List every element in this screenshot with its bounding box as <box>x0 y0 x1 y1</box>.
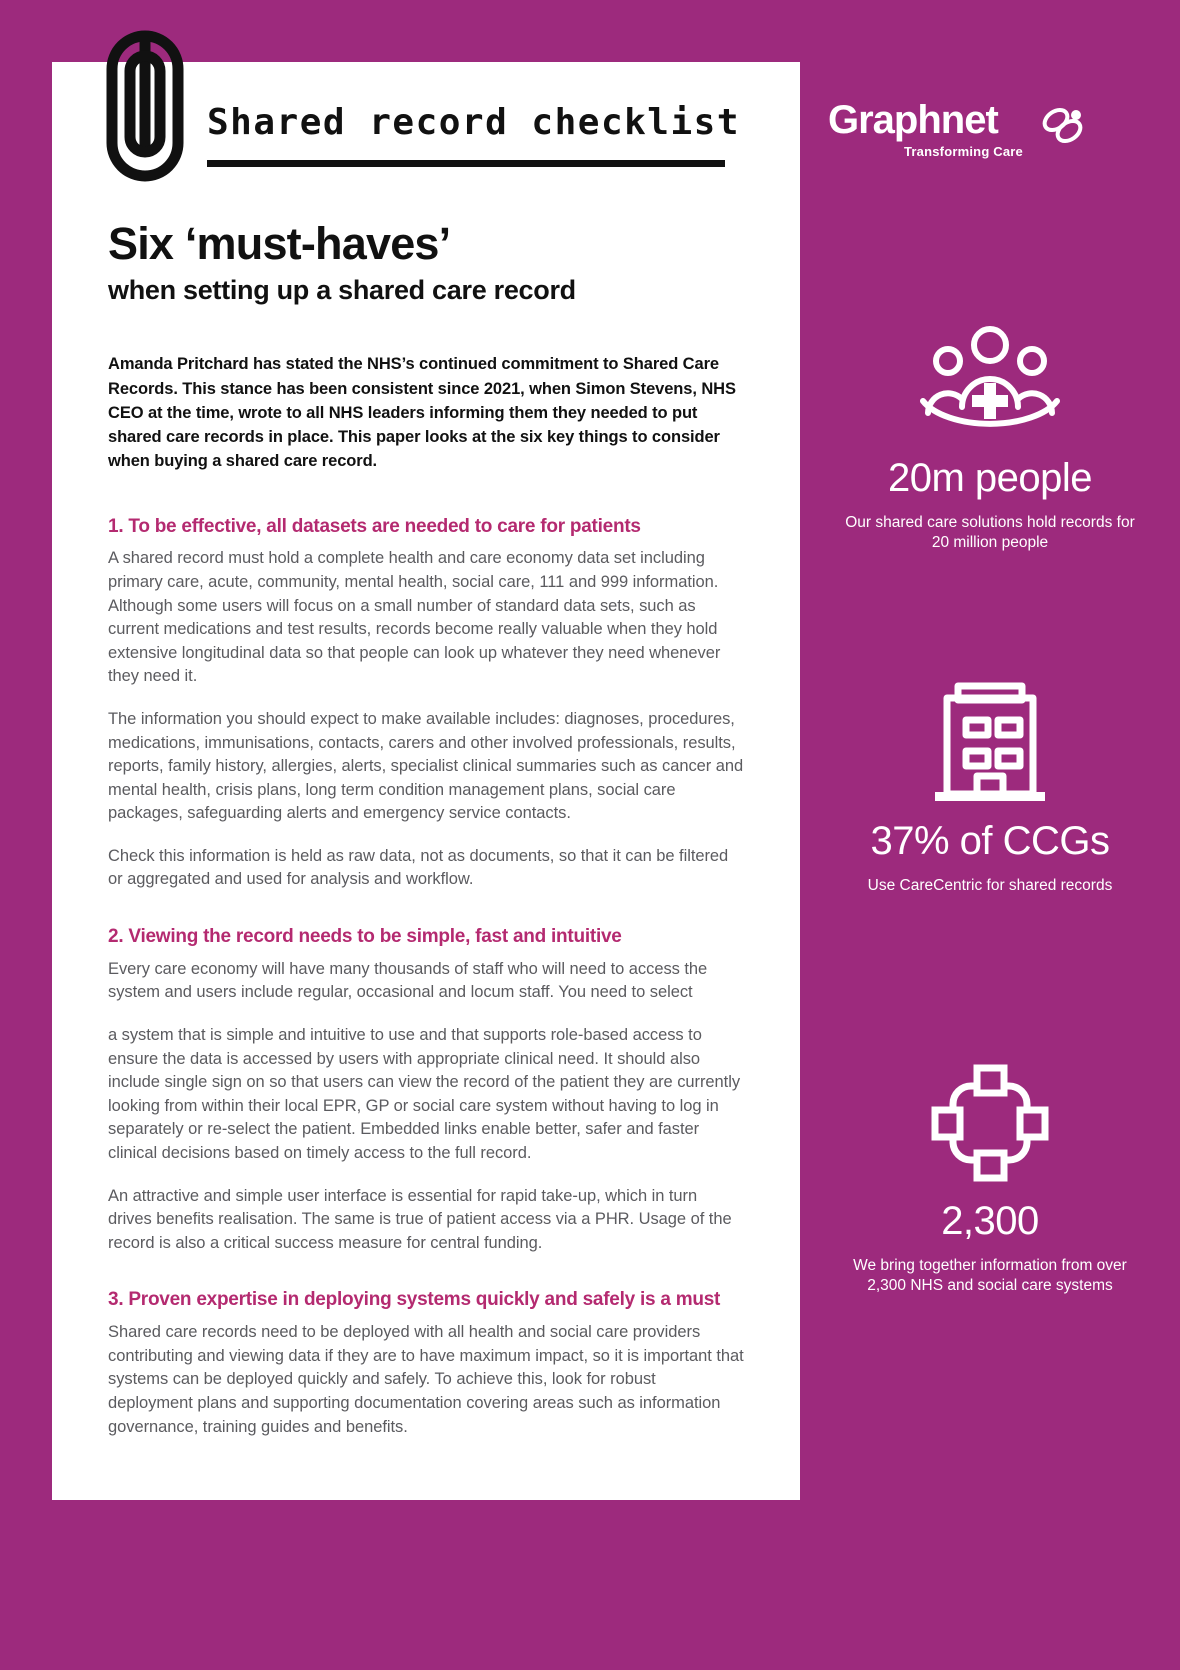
graphnet-logo <box>828 100 1098 172</box>
page-subtitle: when setting up a shared care record <box>108 275 576 306</box>
intro-paragraph: Amanda Pritchard has stated the NHS’s continued commitment to Shared Care Records. This stance has been consistent since 2021, when Simon Stevens, NHS CEO at the time, wrote to all NHS leaders informing them they needed to put shared care records in place. This paper looks at the six key things to consider when buying a shared care record. <box>108 355 736 471</box>
stat-block-2 <box>800 683 1180 896</box>
section-3-paragraph-1: Shared care records need to be deployed with all health and social care providers contributing and viewing data if they are to have maximum impact, so it is important that systems can be deployed quickly and safely. To achieve this, look for robust deployment plans and supporting documentation covering areas such as information governance, training guides and benefits. <box>108 1323 744 1436</box>
stat-caption-1: Our shared care solutions hold records for 20 million people <box>845 513 1135 552</box>
section-2-paragraph-1: Every care economy will have many thousands of staff who will need to access the system and users include regular, occasional and locum staff. You need to select <box>108 959 708 1002</box>
title-underline-rule <box>207 160 725 167</box>
section-2-paragraph-3: An attractive and simple user interface is essential for rapid take-up, which in turn drives benefits realisation. The same is true of patient access via a PHR. Usage of the record is also a critical success measure for central funding. <box>108 1186 732 1252</box>
section-2-paragraph-2: a system that is simple and intuitive to use and that supports role-based access to ensure the data is accessed by users with appropriate clinical need. It should also include single sign on so that users can view the record of the patient they are currently looking from within their local EPR, GP or social care system without having to log in separately or re-select the patient. Embedded links enable better, safer and faster clinical decisions based on timely access to the full record. <box>108 1026 741 1163</box>
stat-caption-2: Use CareCentric for shared records <box>867 876 1113 894</box>
paperclip-icon <box>106 30 184 182</box>
section-1-paragraph-3: Check this information is held as raw data, not as documents, so that it can be filtered or aggregated and used for analysis and workflow. <box>108 846 729 889</box>
section-heading-2: 2. Viewing the record needs to be simple, fast and intuitive <box>108 926 622 948</box>
logo-tagline: Transforming Care <box>904 144 1023 159</box>
building-icon <box>800 683 1180 803</box>
section-heading-3: 3. Proven expertise in deploying systems quickly and safely is a must <box>108 1289 721 1311</box>
stat-block-1 <box>800 320 1180 554</box>
document-header-title: Shared record checklist <box>207 102 740 143</box>
stat-value-3: 2,300 <box>941 1199 1039 1243</box>
document-body <box>52 220 800 1439</box>
sidebar <box>800 0 1180 1670</box>
section-1-paragraph-1: A shared record must hold a complete health and care economy data set including primary care, acute, community, mental health, social care, 111 and 999 information. Although some users will focus on a small number of standard data sets, such as current medications and test results, records become really valuable when they hold extensive longitudinal data so that people can look up whatever they need whenever they need it. <box>108 549 721 686</box>
section-heading-1: 1. To be effective, all datasets are needed to care for patients <box>108 515 641 537</box>
stat-block-3 <box>800 1063 1180 1297</box>
page-title: Six ‘must-haves’ <box>108 218 451 269</box>
logo-wordmark: Graphnet <box>828 98 998 142</box>
graphnet-swirl-icon <box>1036 100 1090 154</box>
document-page <box>52 62 800 1500</box>
stat-value-2: 37% of CCGs <box>870 819 1110 863</box>
stat-caption-3: We bring together information from over 2,300 NHS and social care systems <box>853 1256 1127 1295</box>
document-header <box>52 62 800 182</box>
network-nodes-icon <box>800 1063 1180 1183</box>
people-group-health-icon <box>800 320 1180 440</box>
section-1-paragraph-2: The information you should expect to make available includes: diagnoses, procedures, medications, immunisations, contacts, carers and other involved professionals, results, reports, family history, allergies, alerts, specialist clinical summaries such as cancer and mental health, crisis plans, long term condition management plans, social care packages, safeguarding alerts and emergency service contacts. <box>108 709 744 823</box>
stat-value-1: 20m people <box>887 456 1093 500</box>
